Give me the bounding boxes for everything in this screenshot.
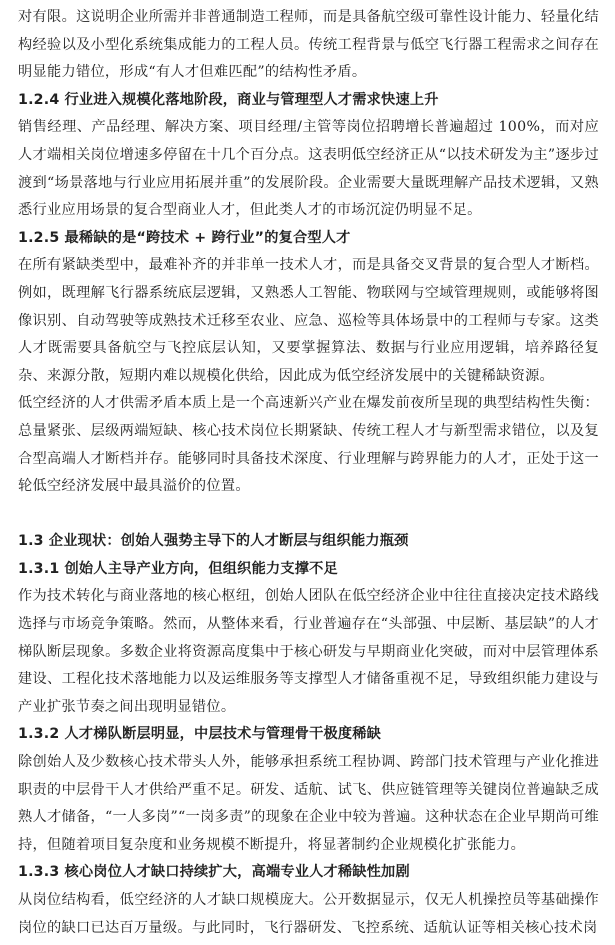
section-gap [18,501,599,529]
section-1-3-3-heading: 1.3.3 核心岗位人才缺口持续扩大，高端专业人才稀缺性加剧 [18,864,410,881]
section-1-3-2-heading: 1.3.2 人才梯队断层明显，中层技术与管理骨干极度稀缺 [18,726,382,743]
section-1-3-1-body: 作为技术转化与商业落地的核心枢纽，创始人团队在低空经济企业中往往直接决定技术路线选择与市场竞争策略。然而，从整体来看，行业普遍存在“头部强、中层断、基层缺”的人才梯队断层现象。多数企业将资源高度集中于核心研发与早期商业化突破，而对中层管理体系建设、工程化技术落地能力以及运维服务等支撑型人才储备重视不足，导致组织能力建设与产业扩张节奏之间出现明显错位。 [18,588,599,715]
section-1-2-summary: 低空经济的人才供需矛盾本质上是一个高速新兴产业在爆发前夜所呈现的典型结构性失衡：总量紧张、层级两端短缺、核心技术岗位长期紧缺、传统工程人才与新型需求错位，以及复合型高端人才断档并存。能够同时具备技术深度、行业理解与跨界能力的人才，正处于这一轮低空经济发展中最具溢价的位置。 [18,395,599,495]
section-1-3-1-heading: 1.3.1 创始人主导产业方向，但组织能力支撑不足 [18,560,338,577]
section-1-3-heading: 1.3 企业现状：创始人强势主导下的人才断层与组织能力瓶颈 [18,533,409,550]
section-1-3-2-body: 除创始人及少数核心技术带头人外，能够承担系统工程协调、跨部门技术管理与产业化推进职责的中层骨干人才供给严重不足。研发、适航、试飞、供应链管理等关键岗位普遍缺乏成熟人才储备，“一人多岗”“一岗多责”的现象在企业中较为普遍。这种状态在企业早期尚可维持，但随着项目复杂度和业务规模不断提升，将显著制约企业规模化扩张能力。 [18,754,599,853]
section-1-3-3-body: 从岗位结构看，低空经济的人才缺口规模庞大。公开数据显示，仅无人机操控员等基础操作岗位的缺口已达百万量级。与此同时，飞行器研发、飞控系统、适航认证等相关核心技术岗 [18,892,599,936]
section-1-2-5-body: 在所有紧缺类型中，最难补齐的并非单一技术人才，而是具备交叉背景的复合型人才断档。例如，既理解飞行器系统底层逻辑，又熟悉人工智能、物联网与空域管理规则，或能够将图像识别、自动驾驶等成熟技术迁移至农业、应急、巡检等具体场景中的工程师与专家。这类人才既需要具备航空与飞控底层认知，又要掌握算法、数据与行业应用逻辑，培养路径复杂、来源分散，短期内难以规模化供给，因此成为低空经济发展中的关键稀缺资源。 [18,257,599,384]
section-1-2-4-heading: 1.2.4 行业进入规模化落地阶段，商业与管理型人才需求快速上升 [18,91,439,108]
section-1-2-4-body: 销售经理、产品经理、解决方案、项目经理/主管等岗位招聘增长普遍超过 100%，而对应人才端相关岗位增速多停留在十几个百分点。这表明低空经济正从“以技术研发为主”逐步过渡到“场景落地与行业应用拓展并重”的发展阶段。企业需要大量既理解产品技术逻辑，又熟悉行业应用场景的复合型商业人才，但此类人才的市场沉淀仍明显不足。 [18,119,599,219]
section-1-2-5-heading: 1.2.5 最稀缺的是“跨技术 + 跨行业”的复合型人才 [18,229,351,246]
intro-paragraph: 对有限。这说明企业所需并非普通制造工程师，而是具备航空级可靠性设计能力、轻量化结构经验以及小型化系统集成能力的工程人员。传统工程背景与低空飞行器工程需求之间存在明显能力错位，形成“有人才但难匹配”的结构性矛盾。 [18,9,599,81]
